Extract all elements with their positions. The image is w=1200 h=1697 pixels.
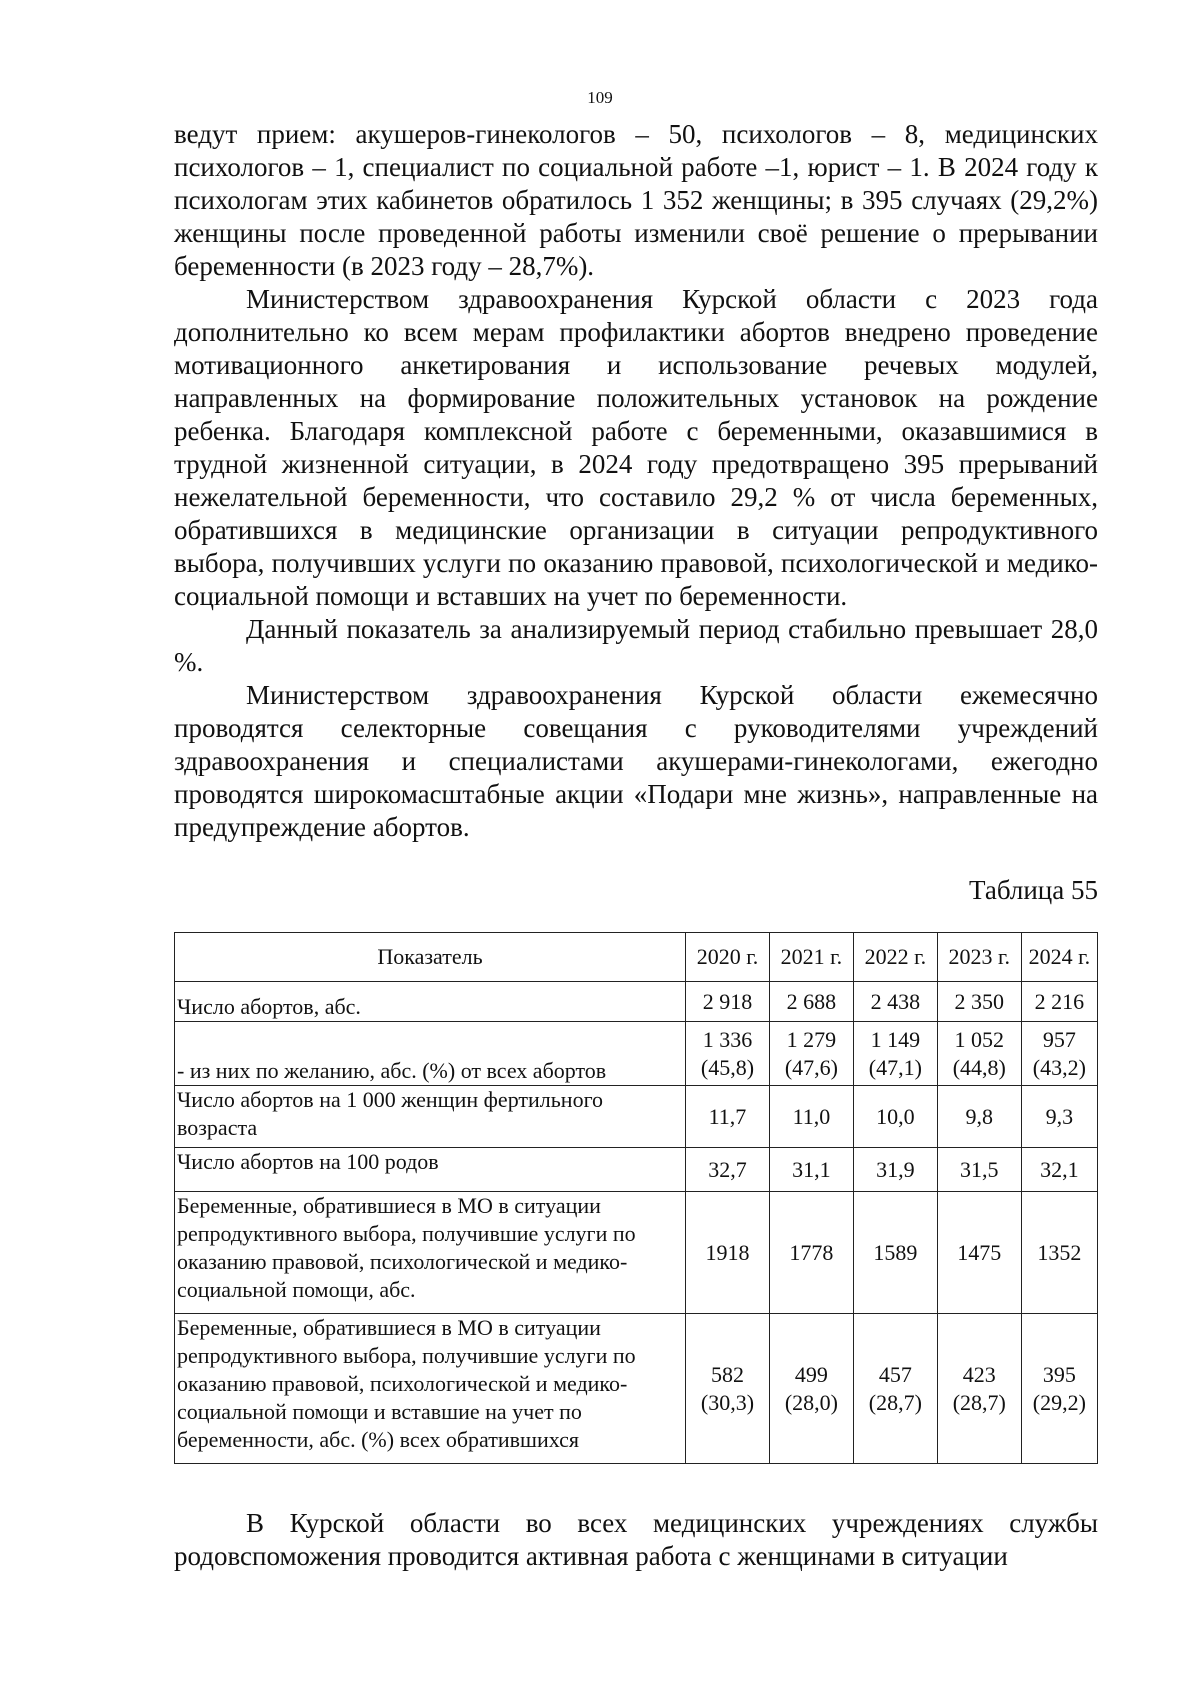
table-cell: 2 438: [853, 982, 937, 1022]
table-cell: 957 (43,2): [1021, 1022, 1097, 1086]
table-cell: 31,5: [937, 1148, 1021, 1192]
abortion-statistics-table: [174, 932, 1098, 1464]
table-cell: 1 279 (47,6): [769, 1022, 853, 1086]
table-cell: 32,1: [1021, 1148, 1097, 1192]
table-cell: 2 688: [769, 982, 853, 1022]
table-cell: 32,7: [686, 1148, 770, 1192]
header-year: 2023 г.: [937, 933, 1021, 982]
table-cell: 31,9: [853, 1148, 937, 1192]
table-cell: 395 (29,2): [1021, 1314, 1097, 1464]
table-cell: 499 (28,0): [769, 1314, 853, 1464]
row-label: - из них по желанию, абс. (%) от всех абортов: [175, 1022, 686, 1086]
paragraph-continuation: ведут прием: акушеров-гинекологов – 50, психологов – 8, медицинских психологов – 1, специалист по социальной работе –1, юрист – 1. В 2024 году к психологам этих кабинетов обратилось 1 352 женщины; в 395 случаях (29,2%) женщины после проведенной работы изменили своё решение о прерывании беременности (в 2023 году – 28,7%).: [174, 119, 1098, 281]
table-cell: 11,7: [686, 1086, 770, 1148]
header-year: 2020 г.: [686, 933, 770, 982]
table-row: [175, 1086, 1098, 1148]
table-cell: 2 216: [1021, 982, 1097, 1022]
table-row: [175, 1314, 1098, 1464]
header-year: 2022 г.: [853, 933, 937, 982]
row-label: Число абортов, абс.: [175, 982, 686, 1022]
table-cell: 582 (30,3): [686, 1314, 770, 1464]
table-cell: 457 (28,7): [853, 1314, 937, 1464]
header-year: 2021 г.: [769, 933, 853, 982]
body-text-bottom: [174, 1507, 1098, 1573]
table-cell: 1 149 (47,1): [853, 1022, 937, 1086]
header-indicator: Показатель: [175, 933, 686, 982]
row-label: Беременные, обратившиеся в МО в ситуации репродуктивного выбора, получившие услуги по оказанию правовой, психологической и медико-социальной помощи и вставшие на учет по беременности, абс. (%) всех обратившихся: [175, 1314, 686, 1464]
table-cell: 1 052 (44,8): [937, 1022, 1021, 1086]
table-cell: 1 336 (45,8): [686, 1022, 770, 1086]
table-row: [175, 1148, 1098, 1192]
table-cell: 423 (28,7): [937, 1314, 1021, 1464]
table-cell: 2 350: [937, 982, 1021, 1022]
row-label: Число абортов на 100 родов: [175, 1148, 686, 1192]
table-cell: 9,3: [1021, 1086, 1097, 1148]
paragraph-indicator-trend: Данный показатель за анализируемый период стабильно превышает 28,0 %.: [174, 614, 1098, 677]
table-cell: 1475: [937, 1192, 1021, 1314]
table-header-row: [175, 933, 1098, 982]
paragraph-selector-meetings: Министерством здравоохранения Курской области ежемесячно проводятся селекторные совещания с руководителями учреждений здравоохранения и специалистами акушерами-гинекологами, ежегодно проводятся широкомасштабные акции «Подари мне жизнь», направленные на предупреждение абортов.: [174, 680, 1098, 842]
row-label: Беременные, обратившиеся в МО в ситуации репродуктивного выбора, получившие услуги по оказанию правовой, психологической и медико-социальной помощи, абс.: [175, 1192, 686, 1314]
table-row: [175, 1192, 1098, 1314]
header-year: 2024 г.: [1021, 933, 1097, 982]
table-cell: 1778: [769, 1192, 853, 1314]
table-caption: Таблица 55: [969, 875, 1098, 905]
table-row: [175, 982, 1098, 1022]
table-cell: 1352: [1021, 1192, 1097, 1314]
row-label: Число абортов на 1 000 женщин фертильного возраста: [175, 1086, 686, 1148]
page-number: 109: [587, 88, 613, 107]
table-cell: 9,8: [937, 1086, 1021, 1148]
table-cell: 31,1: [769, 1148, 853, 1192]
paragraph-ministry-measures: Министерством здравоохранения Курской области с 2023 года дополнительно ко всем мерам профилактики абортов внедрено проведение мотивационного анкетирования и использование речевых модулей, направленных на формирование положительных установок на рождение ребенка. Благодаря комплексной работе с беременными, оказавшимися в трудной жизненной ситуации, в 2024 году предотвращено 395 прерываний нежелательной беременности, что составило 29,2 % от числа беременных, обратившихся в медицинские организации в ситуации репродуктивного выбора, получивших услуги по оказанию правовой, психологической и медико-социальной помощи и вставших на учет по беременности.: [174, 284, 1098, 611]
table-cell: 2 918: [686, 982, 770, 1022]
paragraph-active-work: В Курской области во всех медицинских учреждениях службы родовспоможения проводится активная работа с женщинами в ситуации: [174, 1508, 1098, 1571]
table-cell: 1918: [686, 1192, 770, 1314]
table-cell: 1589: [853, 1192, 937, 1314]
table-cell: 11,0: [769, 1086, 853, 1148]
table-cell: 10,0: [853, 1086, 937, 1148]
table-row: [175, 1022, 1098, 1086]
body-text-top: [174, 118, 1098, 844]
